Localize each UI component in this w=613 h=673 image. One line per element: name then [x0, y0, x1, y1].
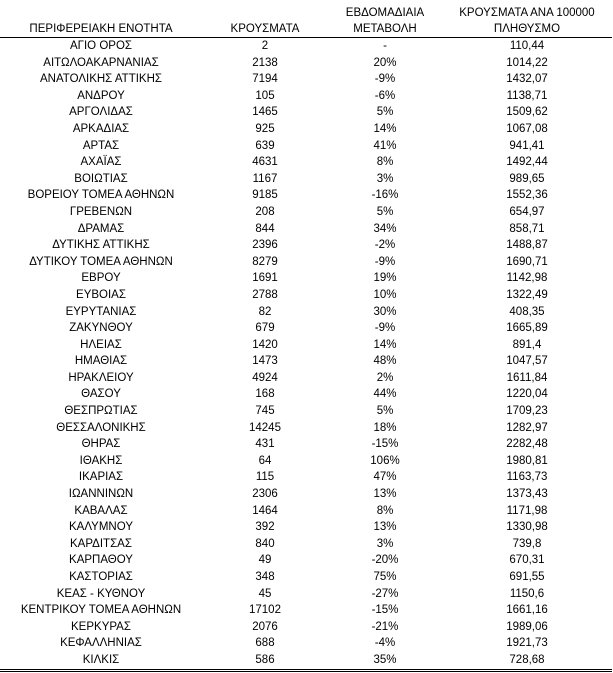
cell-weekly-change: 106%: [370, 454, 400, 467]
cell-region: ΚΕΦΑΛΛΗΝΙΑΣ: [60, 637, 142, 650]
cell-region: ΑΡΓΟΛΙΔΑΣ: [69, 106, 133, 119]
cell-cases: 208: [255, 205, 275, 218]
table-row: [0, 569, 612, 586]
table-row: [0, 652, 612, 670]
table-row: [0, 55, 612, 72]
table-row: [0, 503, 612, 520]
header-weekly-change: [328, 0, 442, 38]
cell-per-100k: 941,41: [509, 139, 545, 152]
cell-region: ΚΕΑΣ - ΚΥΘΝΟΥ: [56, 587, 146, 600]
cell-weekly-change: 44%: [373, 388, 397, 401]
table-row: [0, 71, 612, 88]
header-row: [0, 0, 612, 38]
cell-cases: 688: [255, 637, 275, 650]
cell-per-100k: 670,31: [509, 554, 545, 567]
cell-region: ΙΩΑΝΝΙΝΩΝ: [68, 488, 134, 501]
header-weekly-line2: ΜΕΤΑΒΟΛΗ: [353, 23, 417, 35]
cell-weekly-change: 3%: [376, 172, 394, 185]
table-row: [0, 353, 612, 370]
cell-weekly-change: 20%: [373, 56, 397, 69]
table-row: [0, 38, 612, 55]
cell-per-100k: 1432,07: [506, 73, 548, 86]
table-row: [0, 237, 612, 254]
cell-region: ΚΕΝΤΡΙΚΟΥ ΤΟΜΕΑ ΑΘΗΝΩΝ: [20, 604, 182, 617]
cell-cases: 431: [255, 438, 275, 451]
cell-region: ΔΡΑΜΑΣ: [77, 222, 125, 235]
cell-per-100k: 728,68: [442, 652, 612, 670]
header-cases: [202, 0, 328, 38]
cell-cases: 9185: [252, 189, 278, 202]
cell-region: ΒΟΙΩΤΙΑΣ: [74, 172, 128, 185]
cell-cases: 586: [202, 652, 328, 670]
cell-cases: 745: [255, 405, 275, 418]
cell-per-100k: 1661,16: [506, 604, 548, 617]
table-row: [0, 254, 612, 271]
cell-per-100k: 1665,89: [506, 322, 548, 335]
cell-per-100k: 1330,98: [506, 521, 548, 534]
cell-cases: 2788: [252, 288, 278, 301]
cell-per-100k: 1373,43: [506, 488, 548, 501]
table-row: [0, 635, 612, 652]
cell-weekly-change: 5%: [376, 106, 394, 119]
cell-region: ΘΗΡΑΣ: [81, 438, 121, 451]
cell-cases: 115: [255, 471, 275, 484]
cell-weekly-change: -: [383, 40, 387, 52]
cell-weekly-change: 35%: [328, 652, 442, 670]
cell-weekly-change: -21%: [371, 620, 399, 633]
table-row: [0, 270, 612, 287]
header-region: [0, 0, 202, 38]
cell-per-100k: 1047,57: [506, 355, 548, 368]
cell-weekly-change: -9%: [374, 322, 396, 335]
cell-per-100k: 1690,71: [506, 255, 548, 268]
cell-weekly-change: -9%: [374, 73, 396, 86]
cell-cases: 2396: [252, 239, 278, 252]
cell-per-100k: 1220,04: [506, 388, 548, 401]
cell-cases: 4924: [252, 371, 278, 384]
header-cases-label: ΚΡΟΥΣΜΑΤΑ: [230, 23, 300, 35]
cell-region: ΗΜΑΘΙΑΣ: [74, 355, 128, 368]
cell-weekly-change: 5%: [376, 205, 394, 218]
table-row: [0, 420, 612, 437]
cell-weekly-change: -2%: [374, 239, 396, 252]
cell-cases: 168: [255, 388, 275, 401]
cell-cases: 14245: [249, 421, 281, 434]
cell-weekly-change: 2%: [376, 371, 394, 384]
cell-region: ΕΥΡΥΤΑΝΙΑΣ: [65, 305, 137, 318]
table-row: [0, 154, 612, 171]
cell-cases: 1473: [252, 355, 278, 368]
cell-region: ΗΛΕΙΑΣ: [80, 338, 122, 351]
table-row: [0, 171, 612, 188]
cell-weekly-change: 34%: [373, 222, 397, 235]
cell-cases: 4631: [252, 156, 278, 169]
cell-region: ΑΝΔΡΟΥ: [77, 89, 125, 102]
cell-per-100k: 110,44: [509, 40, 545, 52]
cell-weekly-change: 18%: [373, 421, 397, 434]
cell-cases: 639: [255, 139, 275, 152]
table-row: [0, 138, 612, 155]
table-row: [0, 187, 612, 204]
cell-weekly-change: -27%: [371, 587, 399, 600]
cell-region: ΘΕΣΣΑΛΟΝΙΚΗΣ: [56, 421, 146, 434]
table-row: [0, 104, 612, 121]
table-row: [0, 287, 612, 304]
cell-cases: 2138: [252, 56, 278, 69]
cell-region: ΓΡΕΒΕΝΩΝ: [69, 205, 133, 218]
cell-weekly-change: -4%: [374, 637, 396, 650]
cell-per-100k: 1980,81: [506, 454, 548, 467]
cell-per-100k: 1611,84: [506, 371, 548, 384]
cell-per-100k: 989,65: [509, 172, 545, 185]
cell-per-100k: 1709,23: [506, 405, 548, 418]
cell-per-100k: 1067,08: [506, 122, 548, 135]
table-row: [0, 386, 612, 403]
header-weekly-line1: ΕΒΔΟΜΑΔΙΑΙΑ: [345, 7, 425, 19]
cell-region: ΙΘΑΚΗΣ: [79, 454, 123, 467]
cell-region: ΚΑΒΑΛΑΣ: [74, 504, 128, 517]
cell-cases: 45: [258, 587, 272, 600]
cell-weekly-change: 8%: [376, 504, 394, 517]
table-row: [0, 486, 612, 503]
cell-cases: 925: [255, 122, 275, 135]
cell-per-100k: 654,97: [509, 205, 545, 218]
table-row: [0, 370, 612, 387]
cell-per-100k: 858,71: [509, 222, 545, 235]
cell-weekly-change: 47%: [373, 471, 397, 484]
cell-per-100k: 1322,49: [506, 288, 548, 301]
cell-weekly-change: -9%: [374, 255, 396, 268]
table-row: [0, 304, 612, 321]
cell-weekly-change: -16%: [371, 189, 399, 202]
cell-per-100k: 1138,71: [506, 89, 548, 102]
table-row: [0, 586, 612, 603]
cell-region: ΗΡΑΚΛΕΙΟΥ: [68, 371, 134, 384]
cell-region: ΕΥΒΟΙΑΣ: [76, 288, 126, 301]
table-row: [0, 88, 612, 105]
cell-per-100k: 1509,62: [506, 106, 548, 119]
cell-cases: 1167: [252, 172, 278, 185]
cell-cases: 64: [258, 454, 272, 467]
cell-per-100k: 1142,98: [506, 272, 548, 285]
cell-cases: 840: [255, 537, 275, 550]
table-row: [0, 337, 612, 354]
table-row: [0, 619, 612, 636]
table-header: [0, 0, 612, 38]
cell-weekly-change: 3%: [376, 537, 394, 550]
table-row: [0, 436, 612, 453]
cell-weekly-change: 8%: [376, 156, 394, 169]
cell-per-100k: 1488,87: [506, 239, 548, 252]
cell-cases: 49: [258, 554, 272, 567]
table-row: [0, 320, 612, 337]
header-region-label: ΠΕΡΙΦΕΡΕΙΑΚΗ ΕΝΟΤΗΤΑ: [29, 23, 173, 35]
table-row: [0, 121, 612, 138]
cell-per-100k: 739,8: [512, 537, 542, 550]
cell-region: ΙΚΑΡΙΑΣ: [78, 471, 124, 484]
cell-weekly-change: -20%: [371, 554, 399, 567]
cell-region: ΚΑΣΤΟΡΙΑΣ: [69, 571, 133, 583]
cell-cases: 2076: [252, 620, 278, 633]
cell-cases: 1691: [252, 272, 278, 285]
cell-region: ΑΝΑΤΟΛΙΚΗΣ ΑΤΤΙΚΗΣ: [39, 73, 162, 86]
table-row: [0, 469, 612, 486]
cell-weekly-change: 75%: [373, 571, 397, 583]
table-row: [0, 221, 612, 238]
cell-weekly-change: 30%: [373, 305, 397, 318]
cell-region: ΑΡΚΑΔΙΑΣ: [72, 122, 130, 135]
header-per-100k: [442, 0, 612, 38]
cell-weekly-change: 48%: [373, 355, 397, 368]
cell-region: ΘΑΣΟΥ: [81, 388, 121, 401]
cell-weekly-change: 14%: [373, 338, 397, 351]
cell-per-100k: 1989,06: [506, 620, 548, 633]
cell-per-100k: 1552,36: [506, 189, 548, 202]
table-body: [0, 38, 612, 671]
cell-weekly-change: 10%: [373, 288, 397, 301]
cell-weekly-change: -15%: [371, 604, 399, 617]
cell-per-100k: 1282,97: [506, 421, 548, 434]
cell-weekly-change: -15%: [371, 438, 399, 451]
cell-region: ΑΧΑΪΑΣ: [80, 156, 122, 169]
cell-per-100k: 891,4: [512, 338, 542, 351]
cell-per-100k: 1150,6: [509, 587, 545, 600]
cell-weekly-change: -6%: [374, 89, 396, 102]
cell-region: ΕΒΡΟΥ: [81, 272, 121, 285]
table-row: [0, 403, 612, 420]
table-row: [0, 536, 612, 553]
cell-cases: 82: [258, 305, 272, 318]
cell-cases: 8279: [252, 255, 278, 268]
cell-cases: 17102: [249, 604, 281, 617]
cell-per-100k: 1921,73: [506, 637, 548, 650]
header-per100k-line2: ΠΛΗΘΥΣΜΟ: [493, 23, 561, 35]
cell-region: ΒΟΡΕΙΟΥ ΤΟΜΕΑ ΑΘΗΝΩΝ: [27, 189, 175, 202]
cell-weekly-change: 13%: [373, 521, 397, 534]
cell-cases: 1420: [252, 338, 278, 351]
cell-region: ΚΕΡΚΥΡΑΣ: [71, 620, 131, 633]
cell-region: ΑΙΤΩΛΟΑΚΑΡΝΑΝΙΑΣ: [43, 56, 159, 69]
cell-region: ΔΥΤΙΚΟΥ ΤΟΜΕΑ ΑΘΗΝΩΝ: [29, 255, 173, 268]
cell-region: ΚΑΛΥΜΝΟΥ: [69, 521, 133, 534]
cell-region: ΖΑΚΥΝΘΟΥ: [69, 322, 133, 335]
cell-per-100k: 408,35: [509, 305, 545, 318]
cell-per-100k: 691,55: [509, 571, 545, 583]
cell-region: ΚΑΡΠΑΘΟΥ: [69, 554, 133, 567]
cell-weekly-change: 19%: [373, 272, 397, 285]
cell-cases: 7194: [252, 73, 278, 86]
table-row: [0, 453, 612, 470]
table-row: [0, 204, 612, 221]
cell-cases: 105: [255, 89, 275, 102]
header-per100k-line1: ΚΡΟΥΣΜΑΤΑ ΑΝΑ 100000: [459, 7, 595, 19]
table-row: [0, 519, 612, 536]
cell-cases: 2306: [252, 488, 278, 501]
cell-region: ΔΥΤΙΚΗΣ ΑΤΤΙΚΗΣ: [52, 239, 150, 252]
cell-cases: 348: [255, 571, 275, 583]
cell-region: ΚΑΡΔΙΤΣΑΣ: [70, 537, 132, 550]
cell-cases: 844: [255, 222, 275, 235]
cell-region: ΘΕΣΠΡΩΤΙΑΣ: [64, 405, 138, 418]
cell-weekly-change: 13%: [373, 488, 397, 501]
cell-cases: 2: [261, 40, 269, 52]
cell-weekly-change: 5%: [376, 405, 394, 418]
cell-cases: 392: [255, 521, 275, 534]
cell-weekly-change: 41%: [373, 139, 397, 152]
cell-per-100k: 2282,48: [506, 438, 548, 451]
cell-cases: 1465: [252, 106, 278, 119]
cell-region: ΚΙΛΚΙΣ: [0, 652, 202, 670]
table-row: [0, 552, 612, 569]
cell-cases: 1464: [252, 504, 278, 517]
cell-region: ΑΓΙΟ ΟΡΟΣ: [69, 40, 132, 52]
cell-weekly-change: 14%: [373, 122, 397, 135]
cell-region: ΑΡΤΑΣ: [82, 139, 120, 152]
table-row: [0, 602, 612, 619]
cell-per-100k: 1492,44: [506, 156, 548, 169]
cell-per-100k: 1163,73: [506, 471, 548, 484]
cell-per-100k: 1014,22: [506, 56, 548, 69]
cell-per-100k: 1171,98: [506, 504, 548, 517]
cell-cases: 679: [255, 322, 275, 335]
